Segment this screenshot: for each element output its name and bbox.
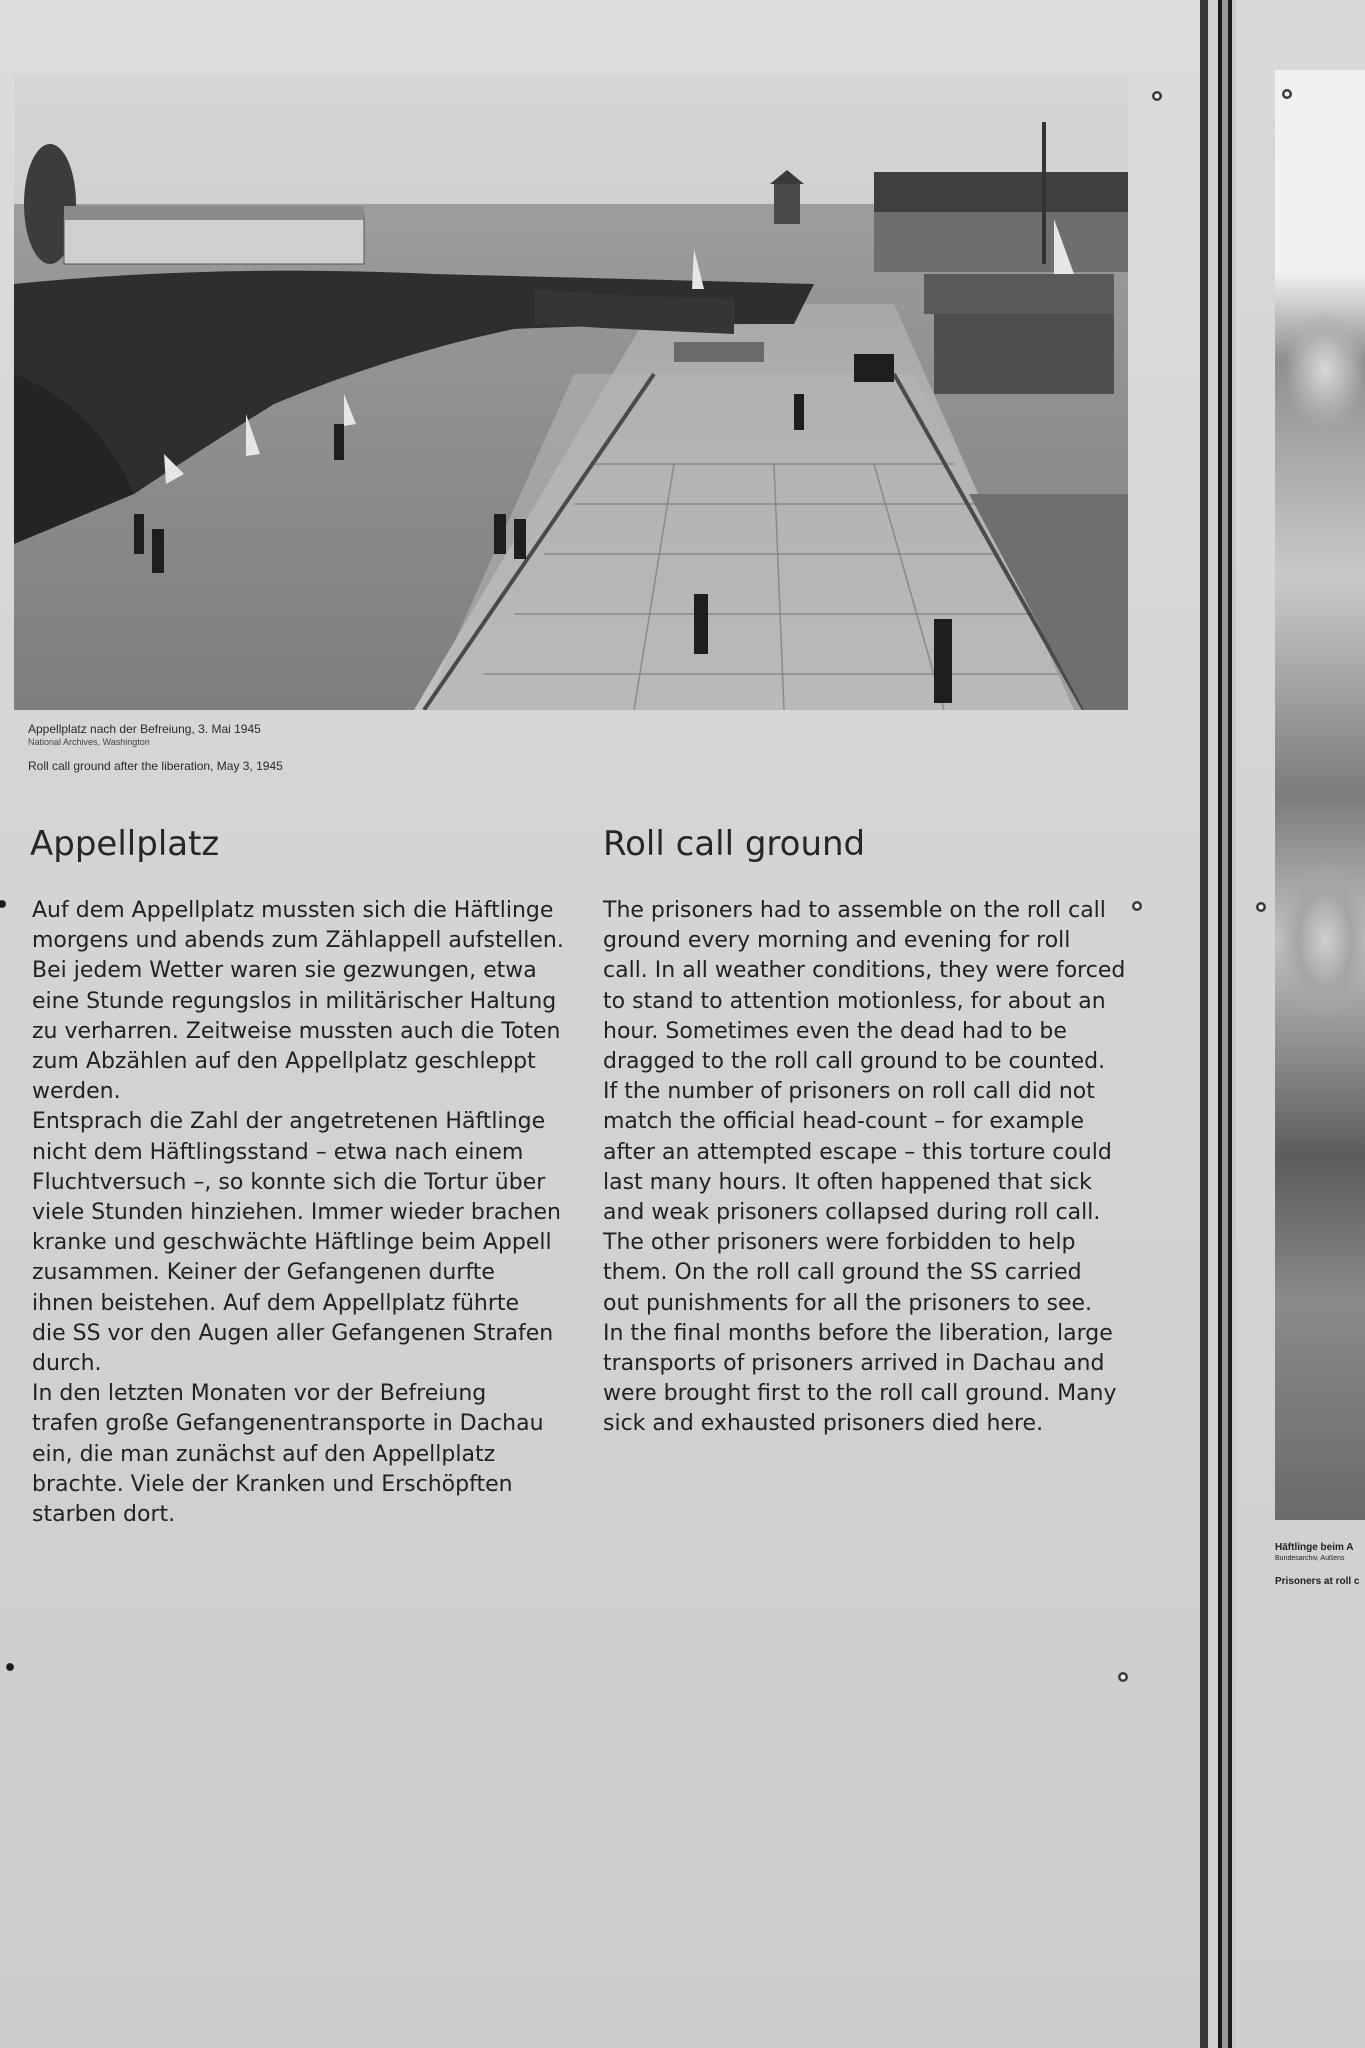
text-line: out punishments for all the prisoners to see. [603, 1290, 1093, 1316]
adjacent-caption-en: Prisoners at roll c [1275, 1576, 1360, 1587]
text-line: zu verharren. Zeitweise mussten auch die Toten [32, 1018, 561, 1044]
text-line: The prisoners had to assemble on the roll call [603, 898, 1106, 923]
panel-divider [1200, 0, 1208, 2048]
screw-icon [1256, 902, 1266, 912]
text-line: them. On the roll call ground the SS carried [603, 1260, 1082, 1286]
text-line: nicht dem Häftlingsstand – etwa nach einem [32, 1139, 524, 1165]
screw-icon [1152, 91, 1162, 101]
text-line: ein, die man zunächst auf den Appellplatz [32, 1441, 496, 1467]
panel-divider [1208, 0, 1218, 2048]
text-line: eine Stunde regungslos in militärischer Haltung [32, 988, 557, 1014]
text-line: In the final months before the liberation, large [603, 1320, 1113, 1346]
text-line: call. In all weather conditions, they were forced [603, 958, 1126, 984]
roll-call-ground-photo [14, 74, 1128, 710]
text-line: werden. [32, 1079, 121, 1105]
text-line: ihnen beistehen. Auf dem Appellplatz führte [32, 1290, 520, 1316]
text-line: If the number of prisoners on roll call did not [603, 1079, 1095, 1105]
english-body-text [603, 896, 1125, 1440]
text-line: brachte. Viele der Kranken und Erschöpften [32, 1471, 513, 1497]
photo-caption-de: Appellplatz nach der Befreiung, 3. Mai 1945 [28, 722, 261, 736]
german-body-text [32, 896, 564, 1530]
text-line: morgens und abends zum Zählappell aufstellen. [32, 928, 564, 954]
text-line: hour. Sometimes even the dead had to be [603, 1018, 1067, 1044]
text-line: starben dort. [32, 1502, 176, 1528]
german-heading: Appellplatz [30, 824, 220, 864]
text-line: trafen große Gefangenentransporte in Dachau [32, 1411, 544, 1437]
text-line: viele Stunden hinziehen. Immer wieder brachen [32, 1200, 561, 1226]
text-line: were brought first to the roll call ground. Many [603, 1381, 1117, 1407]
text-line: match the official head-count – for example [603, 1109, 1085, 1135]
text-line: dragged to the roll call ground to be counted. [603, 1049, 1106, 1075]
text-line: Entsprach die Zahl der angetretenen Häftlinge [32, 1109, 546, 1135]
photo-caption-source: National Archives, Washington [28, 737, 150, 747]
adjacent-caption-source: Bundesarchiv, Außens [1275, 1555, 1345, 1562]
screw-icon [1118, 1672, 1128, 1682]
english-heading: Roll call ground [603, 824, 866, 864]
screw-icon [1282, 89, 1292, 99]
adjacent-panel-photo [1275, 70, 1365, 1520]
text-line: Auf dem Appellplatz mussten sich die Häftlinge [32, 898, 554, 923]
text-line: Bei jedem Wetter waren sie gezwungen, etwa [32, 958, 537, 984]
text-line: last many hours. It often happened that sick [603, 1169, 1092, 1195]
text-line: durch. [32, 1351, 102, 1377]
screw-icon [1132, 901, 1142, 911]
text-line: Fluchtversuch –, so konnte sich die Tortur über [32, 1169, 546, 1195]
text-line: In den letzten Monaten vor der Befreiung [32, 1381, 487, 1407]
text-line: transports of prisoners arrived in Dachau and [603, 1351, 1105, 1377]
text-line: and weak prisoners collapsed during roll call. [603, 1200, 1101, 1226]
text-line: after an attempted escape – this torture could [603, 1139, 1112, 1165]
text-line: The other prisoners were forbidden to help [603, 1230, 1076, 1256]
text-line: ground every morning and evening for roll [603, 928, 1071, 954]
screw-icon [6, 1662, 16, 1672]
text-line: to stand to attention motionless, for about an [603, 988, 1106, 1014]
panel-divider [1228, 0, 1232, 2048]
adjacent-caption-de: Häftlinge beim A [1275, 1542, 1354, 1553]
text-line: sick and exhausted prisoners died here. [603, 1411, 1044, 1437]
text-line: die SS vor den Augen aller Gefangenen Strafen [32, 1320, 554, 1346]
photo-caption-en: Roll call ground after the liberation, May 3, 1945 [28, 759, 283, 773]
text-line: zum Abzählen auf den Appellplatz geschleppt [32, 1049, 536, 1075]
text-line: kranke und geschwächte Häftlinge beim Appell [32, 1230, 552, 1256]
text-line: zusammen. Keiner der Gefangenen durfte [32, 1260, 495, 1286]
